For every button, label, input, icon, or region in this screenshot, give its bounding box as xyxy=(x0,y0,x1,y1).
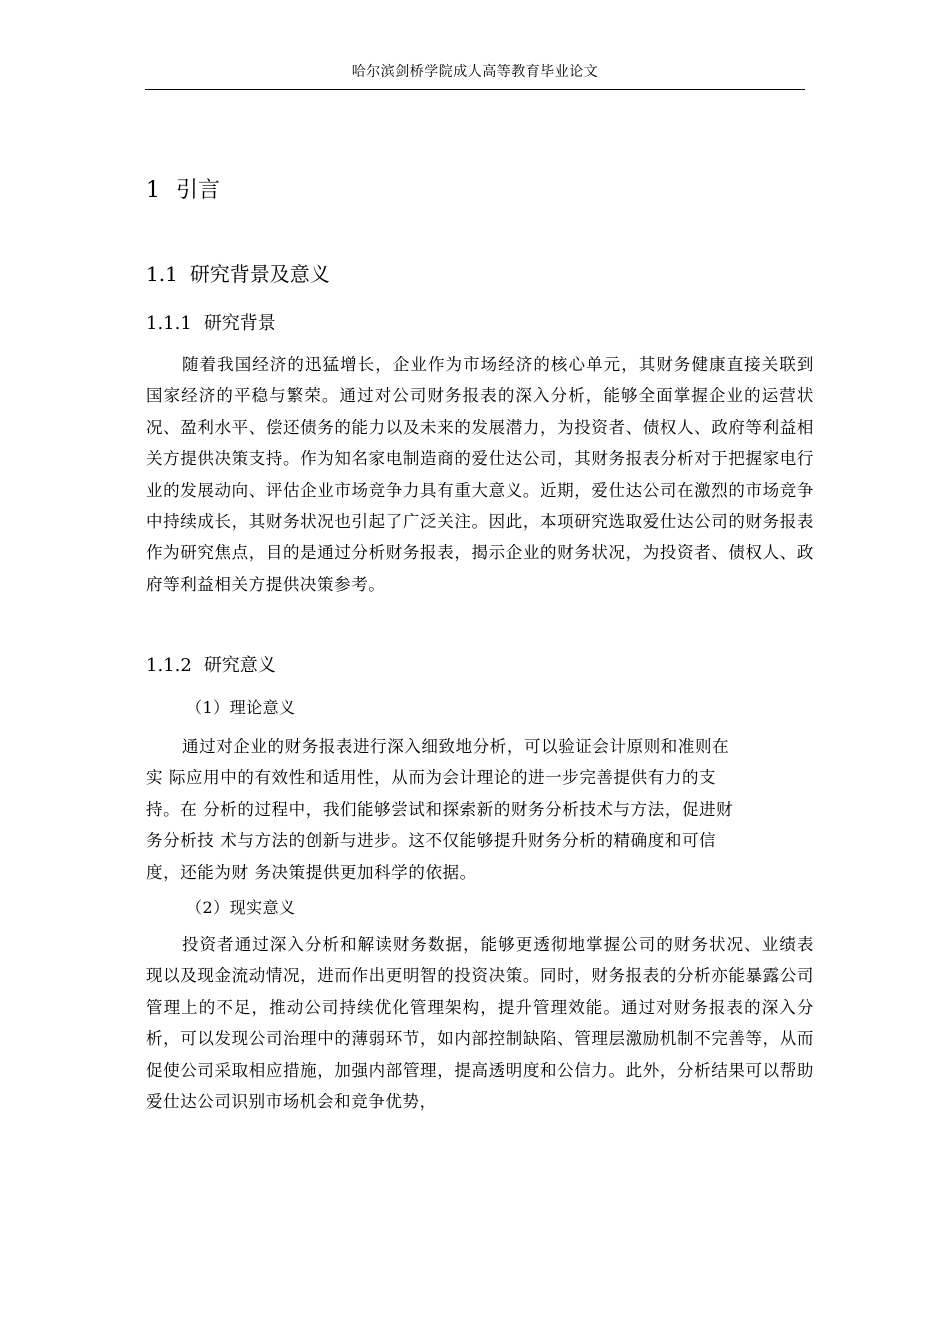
theory-line: 务分析技 术与方法的创新与进步。这不仅能够提升财务分析的精确度和可信 xyxy=(146,831,717,851)
subsection-number: 1.1.1 xyxy=(146,313,192,334)
chapter-heading xyxy=(146,175,220,207)
chapter-number: 1 xyxy=(146,178,160,203)
section-title: 研究背景及意义 xyxy=(189,262,330,286)
theory-line: 持。在 分析的过程中，我们能够尝试和探索新的财务分析技术与方法，促进财 xyxy=(146,799,734,819)
theory-line: 通过对企业的财务报表进行深入细致地分析，可以验证会计原则和准则在 xyxy=(182,737,730,756)
header-rule xyxy=(145,89,805,90)
background-paragraph: 随着我国经济的迅猛增长，企业作为市场经济的核心单元，其财务健康直接关联到国家经济的平稳与繁荣。通过对公司财务报表的深入分析，能够全面掌握企业的运营状况、盈利水平、偿还债务的能力以及未来的发展潜力，为投资者、债权人、政府等利益相关方提供决策支持。作为知名家电制造商的爱仕达公司，其财务报表分析对于把握家电行业的发展动向、评估企业市场竞争力具有重大意义。近期，爱仕达公司在激烈的市场竞争中持续成长，其财务状况也引起了广泛关注。因此，本项研究选取爱仕达公司的财务报表作为研究焦点，目的是通过分析财务报表，揭示企业的财务状况，为投资者、债权人、政府等利益相关方提供决策参考。 xyxy=(146,355,814,594)
theory-line: 实 际应用中的有效性和适用性，从而为会计理论的进一步完善提供有力的支 xyxy=(146,768,717,788)
subsection-title: 研究背景 xyxy=(203,313,276,334)
theory-paragraph xyxy=(146,731,814,888)
chapter-title: 引言 xyxy=(176,178,221,203)
subsection-title: 研究意义 xyxy=(203,655,276,676)
running-header: 哈尔滨剑桥学院成人高等教育毕业论文 xyxy=(351,64,599,80)
section-number: 1.1 xyxy=(146,262,178,286)
theory-significance-label: （1）理论意义 xyxy=(186,698,296,717)
theory-line: 度，还能为财 务决策提供更加科学的依据。 xyxy=(146,862,477,882)
practice-significance-label: （2）现实意义 xyxy=(186,898,296,917)
subsection-heading-significance xyxy=(146,652,276,680)
subsection-number: 1.1.2 xyxy=(146,655,192,676)
practice-paragraph: 投资者通过深入分析和解读财务数据，能够更透彻地掌握公司的财务状况、业绩表现以及现金流动情况，进而作出更明智的投资决策。同时，财务报表的分析亦能暴露公司管理上的不足，推动公司持续优化管理架构，提升管理效能。通过对财务报表的深入分析，可以发现公司治理中的薄弱环节，如内部控制缺陷、管理层激励机制不完善等，从而促使公司采取相应措施，加强内部管理，提高透明度和公信力。此外，分析结果可以帮助爱仕达公司识别市场机会和竞争优势， xyxy=(146,935,814,1112)
section-heading xyxy=(146,259,330,289)
subsection-heading-background xyxy=(146,310,276,338)
